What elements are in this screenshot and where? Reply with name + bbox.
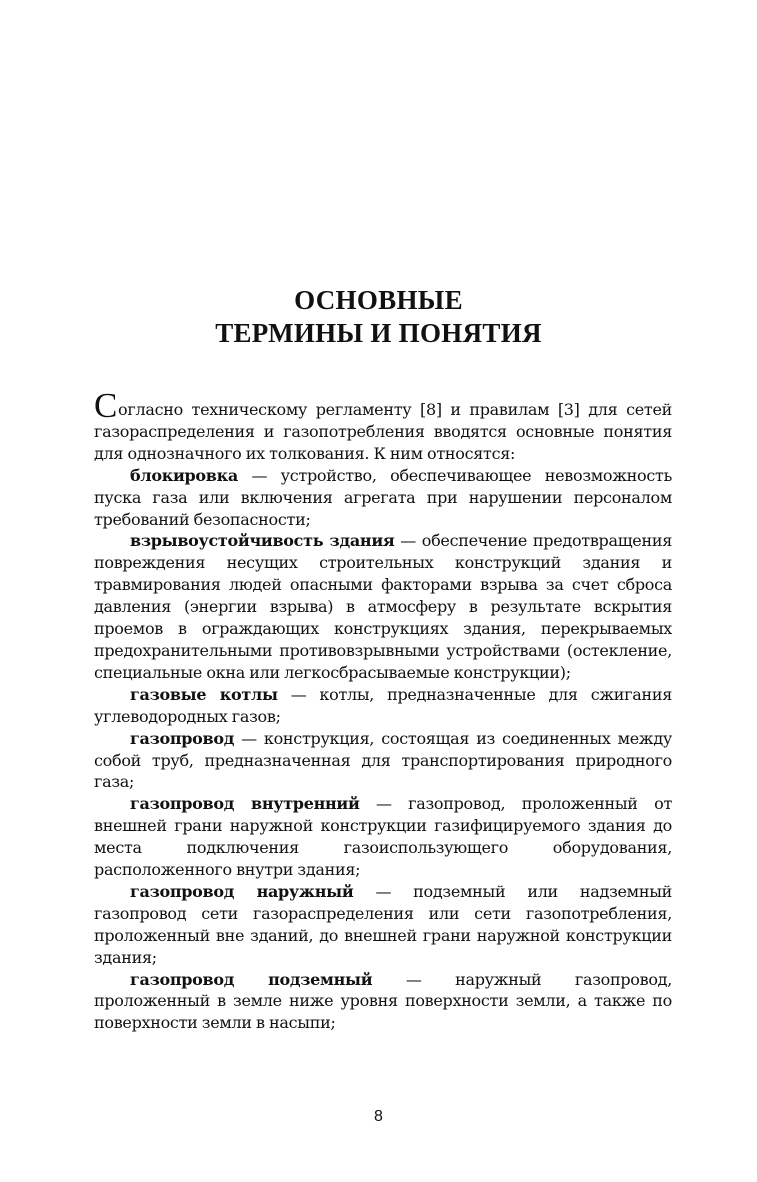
definition-text: — конструкция, состоящая из соединенных между собой труб, предназначенная для транспортирования природного газа; [94, 728, 672, 792]
definition-term: газопровод наружный [130, 881, 354, 901]
body-text [94, 386, 672, 1034]
definition-text: — наружный газопровод, проложенный в земле ниже уровня поверхности земли, а также по поверхности земли в насыпи; [94, 969, 672, 1033]
definition-term: блокировка [130, 465, 238, 485]
definition-term: газопровод подземный [130, 969, 373, 989]
definition-term: газопровод внутренний [130, 794, 360, 814]
intro-text: огласно техническому регламенту [8] и правилам [3] для сетей газораспределения и газопотребления вводятся основные понятия для однозначного их толкования. К ним относятся: [94, 400, 672, 463]
definition-term: газовые котлы [130, 684, 278, 704]
definition-paragraph [94, 684, 672, 728]
definition-paragraph [94, 465, 672, 531]
page-number: 8 [374, 1108, 383, 1125]
definition-text: — подземный или надземный газопровод сети газораспределения или сети газопотребления, проложенный вне зданий, до внешней грани наружной конструкции здания; [94, 881, 672, 967]
definition-paragraph [94, 881, 672, 969]
definition-paragraph [94, 793, 672, 881]
definition-text: — обеспечение предотвращения повреждения несущих строительных конструкций здания и травмирования людей опасными факторами взрыва за счет сброса давления (энергии взрыва) в атмосферу в результате вскрытия проемов в ограждающих конструкциях здания, перекрываемых предохранительными противовзрывными устройствами (остекление, специальные окна или легкосбрасываемые конструкции); [94, 531, 672, 682]
definition-text: — котлы, предназначенные для сжигания углеводородных газов; [94, 684, 672, 726]
intro-paragraph [94, 386, 672, 465]
definition-term: взрывоустойчивость здания [130, 531, 395, 551]
definition-paragraph [94, 969, 672, 1035]
drop-cap: С [94, 386, 118, 425]
chapter-heading [0, 284, 757, 350]
definition-term: газопровод [130, 728, 235, 748]
definition-text: — устройство, обеспечивающее невозможность пуска газа или включения агрегата при нарушении персоналом требований безопасности; [94, 465, 672, 529]
chapter-heading-line-1: ОСНОВНЫЕ [294, 285, 463, 315]
definition-paragraph [94, 530, 672, 683]
chapter-heading-line-2: ТЕРМИНЫ И ПОНЯТИЯ [215, 318, 542, 348]
definition-text: — газопровод, проложенный от внешней грани наружной конструкции газифицируемого здания до места подключения газоиспользующего оборудования, расположенного внутри здания; [94, 794, 672, 880]
definition-paragraph [94, 728, 672, 794]
